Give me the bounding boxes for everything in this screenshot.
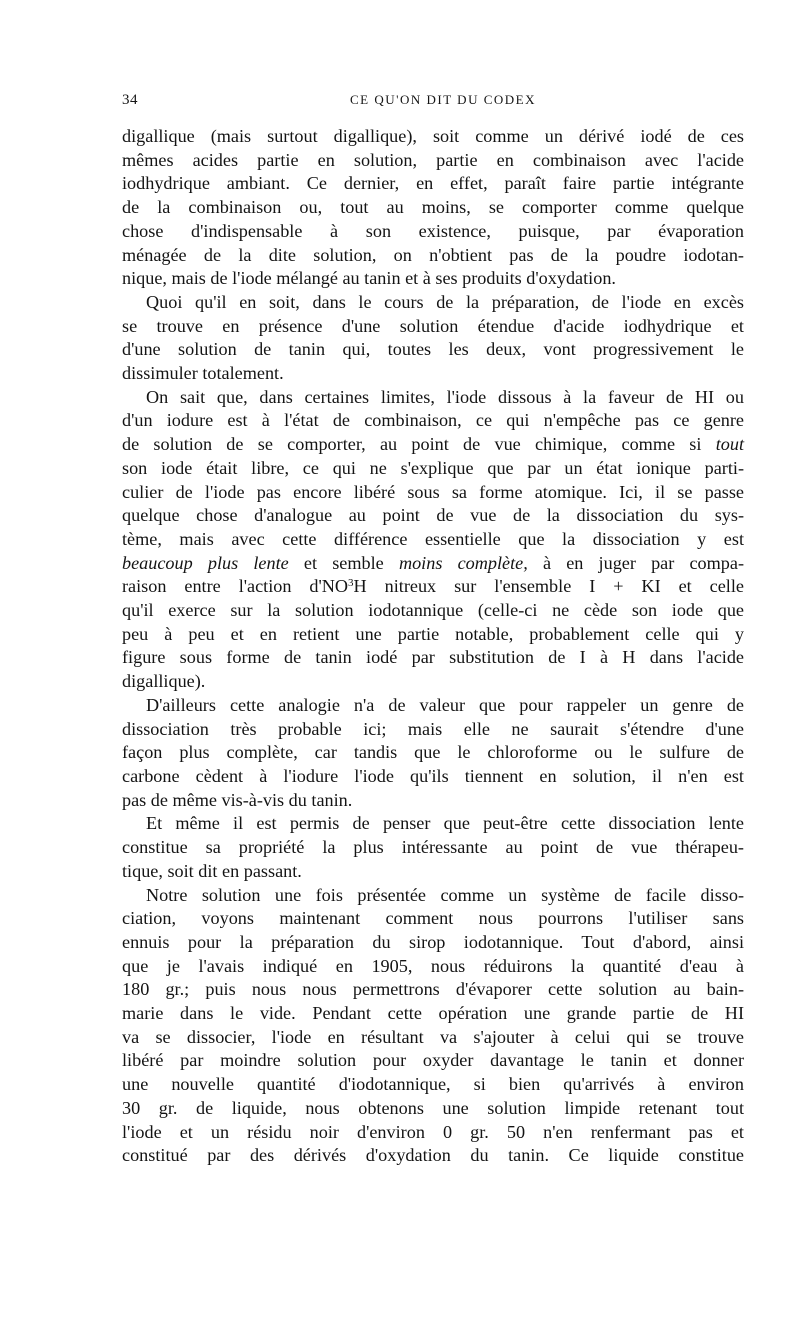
- text-line: ennuis pour la préparation du sirop iodotannique. Tout d'abord, ainsi: [122, 931, 744, 952]
- text-line: d'une solution de tanin qui, toutes les deux, vont progressivement le: [122, 339, 744, 360]
- text-line: [122, 433, 744, 457]
- text-line: peu à peu et en retient une partie notable, probablement celle qui y: [122, 623, 744, 644]
- text-line: 30 gr. de liquide, nous obtenons une solution limpide retenant tout: [122, 1097, 744, 1118]
- text-run: et semble: [303, 552, 384, 573]
- text-line: son iode était libre, ce qui ne s'explique que par un état ionique parti-: [122, 457, 744, 478]
- text-line: 180 gr.; puis nous nous permettrons d'évaporer cette solution au bain-: [122, 979, 744, 1000]
- text-line: digallique (mais surtout digallique), soit comme un dérivé iodé de ces: [122, 126, 744, 146]
- text-line: tique, soit dit en passant.: [122, 860, 302, 881]
- text-line: l'iode et un résidu noir d'environ 0 gr. 50 n'en renfermant pas et: [122, 1121, 744, 1142]
- text-line: mêmes acides partie en solution, partie en combinaison avec l'acide: [122, 149, 744, 170]
- text-line: se trouve en présence d'une solution étendue d'acide iodhydrique et: [122, 315, 744, 336]
- text-line: constitué par des dérivés d'oxydation du tanin. Ce liquide constitue: [122, 1145, 744, 1166]
- text-run: de solution de se comporter, au point de vue chimique, comme si: [122, 434, 702, 455]
- paragraph-4: [122, 694, 744, 813]
- page-header: [122, 92, 744, 114]
- text-line: chose d'indispensable à son existence, puisque, par évaporation: [122, 220, 744, 241]
- italic-text: beaucoup plus lente: [122, 552, 289, 573]
- italic-text: tout: [715, 434, 744, 455]
- text-line: dissimuler totalement.: [122, 363, 284, 384]
- text-line: Notre solution une fois présentée comme un système de facile disso-: [146, 884, 744, 905]
- text-line: marie dans le vide. Pendant cette opération une grande partie de HI: [122, 1003, 744, 1024]
- text-line: constitue sa propriété la plus intéressante au point de vue thérapeu-: [122, 837, 744, 858]
- text-run: à en juger par compa-: [542, 552, 745, 573]
- text-line: D'ailleurs cette analogie n'a de valeur que pour rappeler un genre de: [146, 694, 744, 715]
- text-line: libéré par moindre solution pour oxyder davantage le tanin et donner: [122, 1050, 744, 1071]
- text-line: On sait que, dans certaines limites, l'iode dissous à la faveur de HI ou: [146, 386, 744, 407]
- text-line: Quoi qu'il en soit, dans le cours de la préparation, de l'iode en excès: [146, 291, 744, 312]
- text-line: quelque chose d'analogue au point de vue de la dissociation du sys-: [122, 505, 744, 526]
- text-line: [122, 575, 744, 599]
- text-line: façon plus complète, car tandis que le chloroforme ou le sulfure de: [122, 742, 744, 763]
- text-line: carbone cèdent à l'iodure l'iode qu'ils tiennent en solution, il n'en est: [122, 765, 744, 786]
- text-line: figure sous forme de tanin iodé par substitution de I à H dans l'acide: [122, 647, 744, 668]
- text-line: culier de l'iode pas encore libéré sous sa forme atomique. Ici, il se passe: [122, 481, 744, 502]
- text-line: d'un iodure est à l'état de combinaison, ce qui n'empêche pas ce genre: [122, 410, 744, 431]
- text-line: nique, mais de l'iode mélangé au tanin et à ses produits d'oxydation.: [122, 268, 616, 289]
- superscript: 3: [348, 577, 354, 590]
- text-run: H nitreux sur l'ensemble I + KI et celle: [353, 576, 744, 597]
- text-line: digallique).: [122, 671, 206, 692]
- text-run: raison entre l'action d'NO: [122, 576, 349, 597]
- paragraph-2: [122, 291, 744, 386]
- italic-text: moins complète,: [398, 552, 528, 573]
- paragraph-3: [122, 386, 744, 694]
- text-line: va se dissocier, l'iode en résultant va s'ajouter à celui qui se trouve: [122, 1026, 744, 1047]
- text-line: ménagée de la dite solution, on n'obtient pas de la poudre iodotan-: [122, 244, 744, 265]
- page-number: 34: [122, 92, 138, 108]
- paragraph-1: [122, 125, 744, 291]
- text-line: que je l'avais indiqué en 1905, nous réduirons la quantité d'eau à: [122, 955, 744, 976]
- text-line: dissociation très probable ici; mais elle ne saurait s'étendre d'une: [122, 718, 744, 739]
- text-line: une nouvelle quantité d'iodotannique, si bien qu'arrivés à environ: [122, 1074, 744, 1095]
- body-text: [122, 125, 744, 1168]
- text-line: [122, 552, 744, 576]
- paragraph-6: [122, 884, 744, 1168]
- text-line: qu'il exerce sur la solution iodotannique (celle-ci ne cède son iode que: [122, 600, 744, 621]
- text-line: ciation, voyons maintenant comment nous pourrons l'utiliser sans: [122, 908, 744, 929]
- text-line: Et même il est permis de penser que peut-être cette dissociation lente: [146, 813, 744, 834]
- paragraph-5: [122, 812, 744, 883]
- text-line: iodhydrique ambiant. Ce dernier, en effet, paraît faire partie intégrante: [122, 173, 744, 194]
- text-line: de la combinaison ou, tout au moins, se comporter comme quelque: [122, 197, 744, 218]
- running-title: CE QU'ON DIT DU CODEX: [350, 92, 536, 107]
- text-line: tème, mais avec cette différence essentielle que la dissociation y est: [122, 528, 744, 549]
- text-line: pas de même vis-à-vis du tanin.: [122, 789, 353, 810]
